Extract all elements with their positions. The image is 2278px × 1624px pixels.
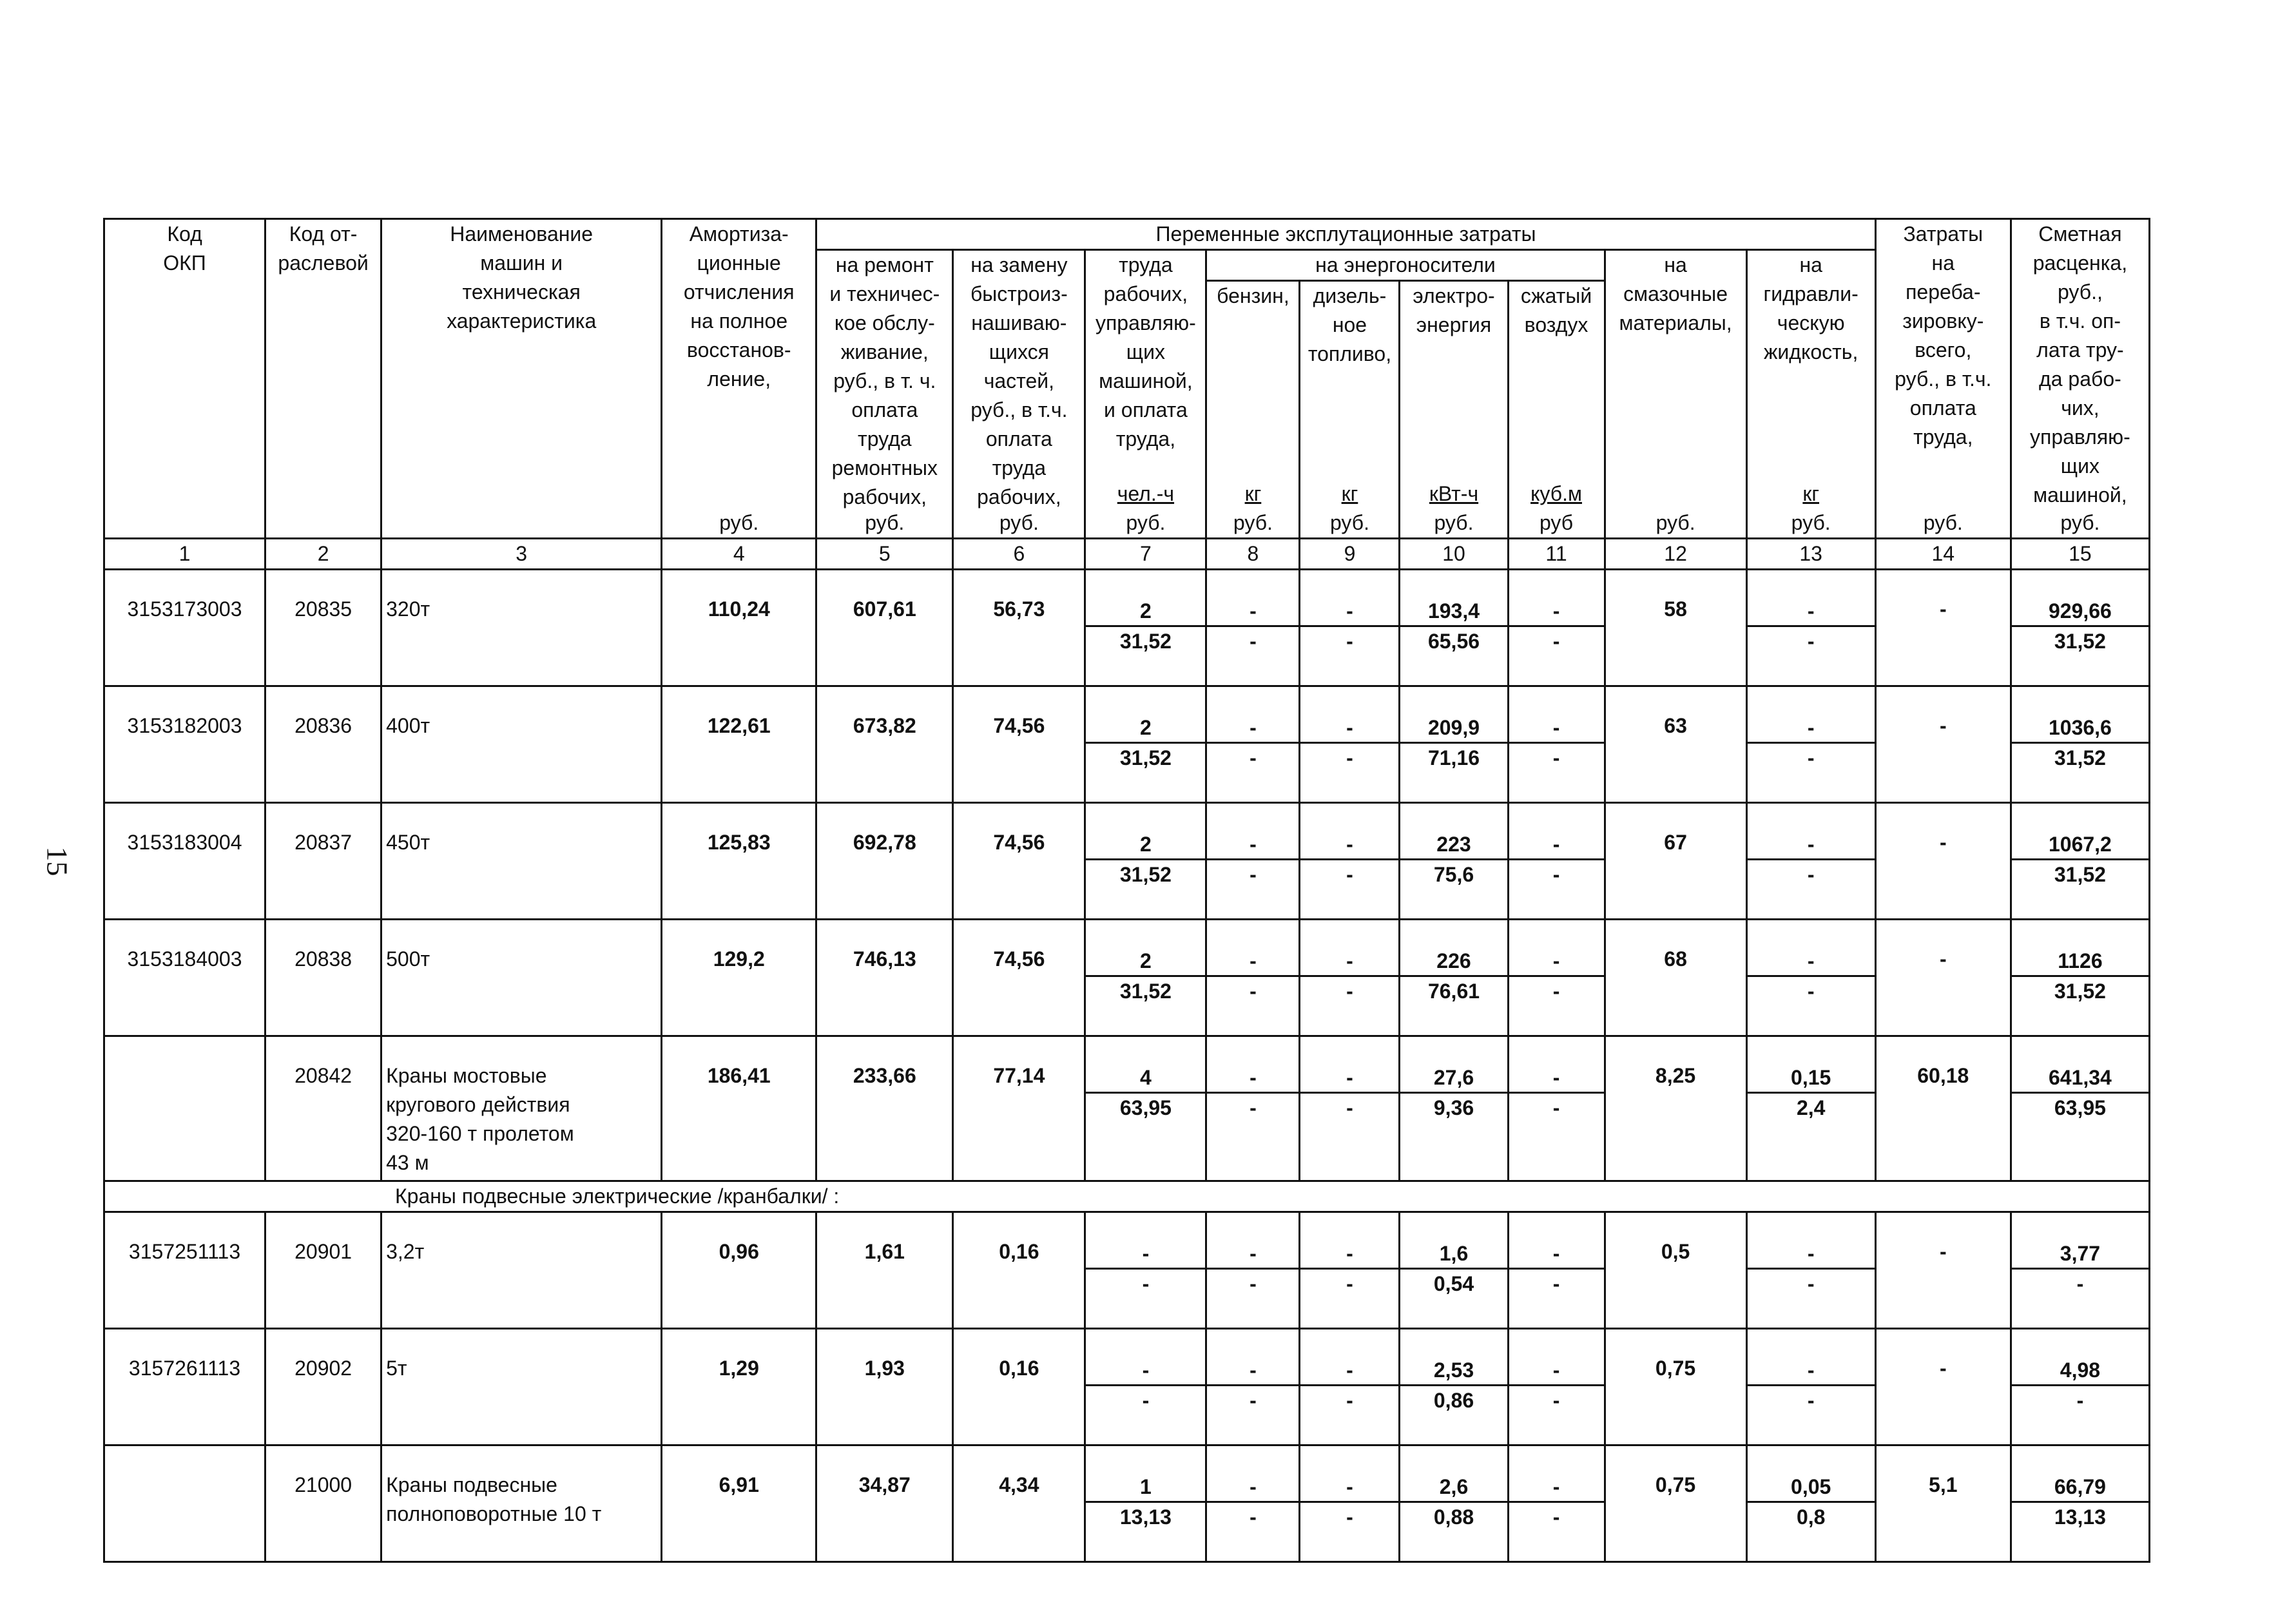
value-top: 1036,6 [2048, 716, 2112, 739]
column-number: 12 [1605, 539, 1746, 570]
elec-cell [1400, 1036, 1508, 1181]
hydr-cell [1746, 803, 1875, 920]
header-estimate-rate: Сметная расценка, руб., в т.ч. оп- лата тру- да рабо- чих, управляю- щих машиной, руб. [2011, 219, 2149, 539]
repair-cost: 692,78 [816, 803, 953, 920]
value-top: - [1250, 1066, 1257, 1089]
value-bottom: - [1300, 1092, 1398, 1123]
petrol-cell [1206, 570, 1300, 686]
labor-cell [1085, 920, 1206, 1036]
machine-name: 320т [381, 570, 662, 686]
value-top: - [1346, 716, 1353, 739]
labor-cell [1085, 1036, 1206, 1181]
value-bottom: - [1207, 975, 1298, 1006]
value-top: - [1552, 716, 1560, 739]
value-top: 2 [1140, 716, 1152, 739]
value-bottom: - [2012, 1268, 2148, 1299]
okp-code [104, 1445, 265, 1562]
elec-cell [1400, 570, 1508, 686]
labor-cell [1085, 570, 1206, 686]
repair-cost: 1,93 [816, 1329, 953, 1445]
value-top: - [1552, 949, 1560, 972]
value-top: - [1250, 949, 1257, 972]
branch-code: 20837 [265, 803, 381, 920]
amortization: 122,61 [662, 686, 816, 803]
air-cell [1508, 686, 1605, 803]
elec-cell [1400, 686, 1508, 803]
value-bottom: - [1748, 742, 1875, 773]
parts-cost: 0,16 [953, 1212, 1085, 1329]
branch-code: 21000 [265, 1445, 381, 1562]
value-bottom: 31,52 [1086, 975, 1205, 1006]
rate-cell [2011, 686, 2149, 803]
labor-cell [1085, 1445, 1206, 1562]
rate-cell [2011, 570, 2149, 686]
column-number: 15 [2011, 539, 2149, 570]
elec-cell [1400, 920, 1508, 1036]
machine-name: Краны мостовые кругового действия 320-160 т пролетом 43 м [381, 1036, 662, 1181]
value-top: 4,98 [2060, 1358, 2101, 1382]
value-bottom: 0,54 [1400, 1268, 1507, 1299]
value-bottom: - [1207, 1268, 1298, 1299]
okp-code: 3153184003 [104, 920, 265, 1036]
table-row [104, 1445, 2150, 1562]
hydr-cell [1746, 920, 1875, 1036]
value-top: - [1807, 1242, 1815, 1265]
okp-code: 3157251113 [104, 1212, 265, 1329]
amortization: 129,2 [662, 920, 816, 1036]
value-top: - [1346, 1358, 1353, 1382]
elec-cell [1400, 803, 1508, 920]
air-cell [1508, 1036, 1605, 1181]
section-title: Краны подвесные электрические /кранбалки/ : [104, 1181, 2150, 1212]
elec-cell [1400, 1445, 1508, 1562]
branch-code: 20902 [265, 1329, 381, 1445]
value-bottom: 75,6 [1400, 858, 1507, 889]
value-bottom: 31,52 [2012, 975, 2148, 1006]
value-bottom: - [1509, 625, 1604, 656]
petrol-cell [1206, 920, 1300, 1036]
header-relocation: Затраты на переба- зировку- всего, руб., в т.ч. оплата труда, руб. [1875, 219, 2011, 539]
value-top: 641,34 [2048, 1066, 2112, 1089]
air-cell [1508, 1445, 1605, 1562]
column-number: 6 [953, 539, 1085, 570]
value-top: - [1807, 949, 1815, 972]
hydr-cell [1746, 1445, 1875, 1562]
value-top: - [1552, 1475, 1560, 1498]
value-bottom: 31,52 [2012, 625, 2148, 656]
value-bottom: 63,95 [2012, 1092, 2148, 1123]
parts-cost: 74,56 [953, 920, 1085, 1036]
value-bottom: - [1207, 858, 1298, 889]
column-number: 11 [1508, 539, 1605, 570]
diesel-cell [1300, 803, 1400, 920]
value-bottom: 0,8 [1748, 1501, 1875, 1532]
labor-cell [1085, 1329, 1206, 1445]
petrol-cell [1206, 1212, 1300, 1329]
parts-cost: 74,56 [953, 686, 1085, 803]
value-bottom: - [1748, 625, 1875, 656]
machine-name: Краны подвесные полноповоротные 10 т [381, 1445, 662, 1562]
air-cell [1508, 920, 1605, 1036]
value-top: - [1346, 1242, 1353, 1265]
value-top: - [1142, 1358, 1150, 1382]
diesel-cell [1300, 1036, 1400, 1181]
header-energy: на энергоносители [1206, 250, 1605, 281]
header-parts: на замену быстроиз- нашиваю- щихся частей, руб., в т.ч. оплата труда рабочих, руб. [953, 250, 1085, 539]
value-bottom: 31,52 [2012, 742, 2148, 773]
okp-code: 3157261113 [104, 1329, 265, 1445]
lubricants-cost: 58 [1605, 570, 1746, 686]
value-bottom: 71,16 [1400, 742, 1507, 773]
value-top: - [1552, 599, 1560, 623]
amortization: 125,83 [662, 803, 816, 920]
value-top: 223 [1436, 833, 1471, 856]
value-top: 4 [1140, 1066, 1152, 1089]
value-bottom: - [1300, 742, 1398, 773]
repair-cost: 607,61 [816, 570, 953, 686]
elec-cell [1400, 1212, 1508, 1329]
value-top: - [1807, 716, 1815, 739]
lubricants-cost: 0,75 [1605, 1329, 1746, 1445]
value-bottom: - [1509, 1384, 1604, 1415]
value-top: - [1807, 833, 1815, 856]
value-top: 2,53 [1433, 1358, 1474, 1382]
column-numbers-row [104, 539, 2150, 570]
value-bottom: - [1748, 1384, 1875, 1415]
value-bottom: 0,86 [1400, 1384, 1507, 1415]
value-bottom: 63,95 [1086, 1092, 1205, 1123]
header-name: Наименование машин и техническая характеристика [381, 219, 662, 539]
air-cell [1508, 570, 1605, 686]
hydr-cell [1746, 1212, 1875, 1329]
petrol-cell [1206, 803, 1300, 920]
value-top: - [1346, 833, 1353, 856]
table-row [104, 1212, 2150, 1329]
machine-name: 3,2т [381, 1212, 662, 1329]
okp-code [104, 1036, 265, 1181]
value-bottom: 31,52 [1086, 858, 1205, 889]
branch-code: 20842 [265, 1036, 381, 1181]
value-top: 1126 [2058, 949, 2103, 972]
value-bottom: 76,61 [1400, 975, 1507, 1006]
value-top: 3,77 [2060, 1242, 2101, 1265]
labor-cell [1085, 686, 1206, 803]
air-cell [1508, 1329, 1605, 1445]
rate-cell [2011, 803, 2149, 920]
value-bottom: - [1748, 1268, 1875, 1299]
machine-name: 400т [381, 686, 662, 803]
column-number: 13 [1746, 539, 1875, 570]
column-number: 10 [1400, 539, 1508, 570]
value-top: - [1552, 1242, 1560, 1265]
lubricants-cost: 0,75 [1605, 1445, 1746, 1562]
value-bottom: 31,52 [1086, 625, 1205, 656]
header-electricity: электро- энергия кВт-ч руб. [1400, 281, 1508, 539]
table-row [104, 686, 2150, 803]
table-row [104, 1036, 2150, 1181]
labor-cell [1085, 803, 1206, 920]
value-top: 1 [1140, 1475, 1152, 1498]
value-top: - [1807, 599, 1815, 623]
lubricants-cost: 68 [1605, 920, 1746, 1036]
value-bottom: - [1509, 858, 1604, 889]
parts-cost: 0,16 [953, 1329, 1085, 1445]
value-bottom: - [1300, 858, 1398, 889]
table-row [104, 803, 2150, 920]
repair-cost: 233,66 [816, 1036, 953, 1181]
value-bottom: 31,52 [1086, 742, 1205, 773]
value-top: - [1250, 716, 1257, 739]
value-top: 193,4 [1427, 599, 1480, 623]
parts-cost: 56,73 [953, 570, 1085, 686]
amortization: 6,91 [662, 1445, 816, 1562]
value-bottom: - [1207, 1384, 1298, 1415]
column-number: 14 [1875, 539, 2011, 570]
amortization: 1,29 [662, 1329, 816, 1445]
value-bottom: - [1300, 1268, 1398, 1299]
column-number: 8 [1206, 539, 1300, 570]
header-variable-costs: Переменные эксплутационные затраты [816, 219, 1875, 250]
value-bottom: - [1509, 975, 1604, 1006]
value-bottom: - [1748, 975, 1875, 1006]
rate-cell [2011, 1445, 2149, 1562]
value-top: 0,15 [1791, 1066, 1831, 1089]
column-number: 1 [104, 539, 265, 570]
value-bottom: - [2012, 1384, 2148, 1415]
header-amortization: Амортиза- ционные отчисления на полное восстанов- ление, руб. [662, 219, 816, 539]
header-repair: на ремонт и техничес- кое обслу- живание, руб., в т. ч. оплата труда ремонтных рабочих, руб. [816, 250, 953, 539]
value-bottom: - [1509, 1092, 1604, 1123]
value-bottom: - [1300, 975, 1398, 1006]
petrol-cell [1206, 1036, 1300, 1181]
value-bottom: - [1748, 858, 1875, 889]
value-bottom: - [1086, 1384, 1205, 1415]
rate-cell [2011, 1212, 2149, 1329]
petrol-cell [1206, 1445, 1300, 1562]
branch-code: 20836 [265, 686, 381, 803]
relocation-cost: 60,18 [1875, 1036, 2011, 1181]
value-bottom: 65,56 [1400, 625, 1507, 656]
value-bottom: - [1300, 1384, 1398, 1415]
lubricants-cost: 63 [1605, 686, 1746, 803]
value-bottom: 13,13 [2012, 1501, 2148, 1532]
value-top: - [1346, 1475, 1353, 1498]
header-okp: Код ОКП [104, 219, 265, 539]
header-labor: труда рабочих, управляю- щих машиной, и оплата труда, чел.-ч руб. [1085, 250, 1206, 539]
value-top: 0,05 [1791, 1475, 1831, 1498]
value-top: 2 [1140, 949, 1152, 972]
amortization: 186,41 [662, 1036, 816, 1181]
value-top: 2,6 [1439, 1475, 1469, 1498]
rate-cell [2011, 1329, 2149, 1445]
value-top: - [1346, 949, 1353, 972]
table-row [104, 1329, 2150, 1445]
repair-cost: 34,87 [816, 1445, 953, 1562]
value-top: - [1552, 1358, 1560, 1382]
value-top: 2 [1140, 833, 1152, 856]
value-bottom: - [1300, 1501, 1398, 1532]
column-number: 2 [265, 539, 381, 570]
value-top: - [1250, 1242, 1257, 1265]
value-top: 27,6 [1433, 1066, 1474, 1089]
value-top: - [1552, 833, 1560, 856]
column-number: 7 [1085, 539, 1206, 570]
labor-cell [1085, 1212, 1206, 1329]
parts-cost: 4,34 [953, 1445, 1085, 1562]
relocation-cost: - [1875, 803, 2011, 920]
header-lubricants: на смазочные материалы, руб. [1605, 250, 1746, 539]
branch-code: 20835 [265, 570, 381, 686]
lubricants-cost: 67 [1605, 803, 1746, 920]
relocation-cost: - [1875, 920, 2011, 1036]
branch-code: 20838 [265, 920, 381, 1036]
branch-code: 20901 [265, 1212, 381, 1329]
value-top: 929,66 [2048, 599, 2112, 623]
parts-cost: 74,56 [953, 803, 1085, 920]
value-bottom: - [1207, 1092, 1298, 1123]
diesel-cell [1300, 1445, 1400, 1562]
okp-code: 3153183004 [104, 803, 265, 920]
value-top: - [1250, 833, 1257, 856]
relocation-cost: - [1875, 570, 2011, 686]
machine-name: 500т [381, 920, 662, 1036]
repair-cost: 1,61 [816, 1212, 953, 1329]
diesel-cell [1300, 686, 1400, 803]
table-row [104, 570, 2150, 686]
hydr-cell [1746, 570, 1875, 686]
relocation-cost: 5,1 [1875, 1445, 2011, 1562]
value-bottom: - [1207, 1501, 1298, 1532]
value-top: 209,9 [1427, 716, 1480, 739]
value-top: 226 [1436, 949, 1471, 972]
header-compressed-air: сжатый воздух куб.м руб [1508, 281, 1605, 539]
machine-name: 5т [381, 1329, 662, 1445]
value-top: - [1250, 599, 1257, 623]
value-top: - [1250, 1475, 1257, 1498]
header-petrol: бензин, кг руб. [1206, 281, 1300, 539]
machine-costs-table [103, 218, 2150, 1563]
rate-cell [2011, 1036, 2149, 1181]
value-top: 1,6 [1439, 1242, 1469, 1265]
hydr-cell [1746, 686, 1875, 803]
relocation-cost: - [1875, 1329, 2011, 1445]
machine-name: 450т [381, 803, 662, 920]
amortization: 110,24 [662, 570, 816, 686]
value-bottom: - [1086, 1268, 1205, 1299]
value-bottom: - [1207, 742, 1298, 773]
petrol-cell [1206, 1329, 1300, 1445]
value-top: - [1346, 599, 1353, 623]
lubricants-cost: 8,25 [1605, 1036, 1746, 1181]
relocation-cost: - [1875, 686, 2011, 803]
value-bottom: 31,52 [2012, 858, 2148, 889]
value-bottom: - [1509, 1268, 1604, 1299]
column-number: 9 [1300, 539, 1400, 570]
diesel-cell [1300, 1212, 1400, 1329]
section-row [104, 1181, 2150, 1212]
column-number: 4 [662, 539, 816, 570]
value-bottom: 0,88 [1400, 1501, 1507, 1532]
diesel-cell [1300, 570, 1400, 686]
column-number: 5 [816, 539, 953, 570]
petrol-cell [1206, 686, 1300, 803]
value-top: - [1250, 1358, 1257, 1382]
parts-cost: 77,14 [953, 1036, 1085, 1181]
hydr-cell [1746, 1036, 1875, 1181]
value-top: - [1346, 1066, 1353, 1089]
column-number: 3 [381, 539, 662, 570]
hydr-cell [1746, 1329, 1875, 1445]
diesel-cell [1300, 920, 1400, 1036]
header-diesel: дизель- ное топливо, кг руб. [1300, 281, 1400, 539]
header-branch-code: Код от- раслевой [265, 219, 381, 539]
diesel-cell [1300, 1329, 1400, 1445]
okp-code: 3153173003 [104, 570, 265, 686]
value-top: - [1552, 1066, 1560, 1089]
value-top: 1067,2 [2048, 833, 2112, 856]
air-cell [1508, 1212, 1605, 1329]
repair-cost: 746,13 [816, 920, 953, 1036]
rate-cell [2011, 920, 2149, 1036]
value-top: - [1142, 1242, 1150, 1265]
value-top: 2 [1140, 599, 1152, 623]
table-row [104, 920, 2150, 1036]
air-cell [1508, 803, 1605, 920]
value-bottom: 13,13 [1086, 1501, 1205, 1532]
value-bottom: - [1509, 1501, 1604, 1532]
value-bottom: - [1509, 742, 1604, 773]
value-bottom: - [1207, 625, 1298, 656]
relocation-cost: - [1875, 1212, 2011, 1329]
elec-cell [1400, 1329, 1508, 1445]
repair-cost: 673,82 [816, 686, 953, 803]
value-bottom: - [1300, 625, 1398, 656]
header-hydraulic: на гидравли- ческую жидкость, кг руб. [1746, 250, 1875, 539]
lubricants-cost: 0,5 [1605, 1212, 1746, 1329]
value-top: 66,79 [2054, 1475, 2106, 1498]
page-number: 15 [41, 846, 74, 876]
value-bottom: 2,4 [1748, 1092, 1875, 1123]
value-bottom: 9,36 [1400, 1092, 1507, 1123]
amortization: 0,96 [662, 1212, 816, 1329]
value-top: - [1807, 1358, 1815, 1382]
okp-code: 3153182003 [104, 686, 265, 803]
